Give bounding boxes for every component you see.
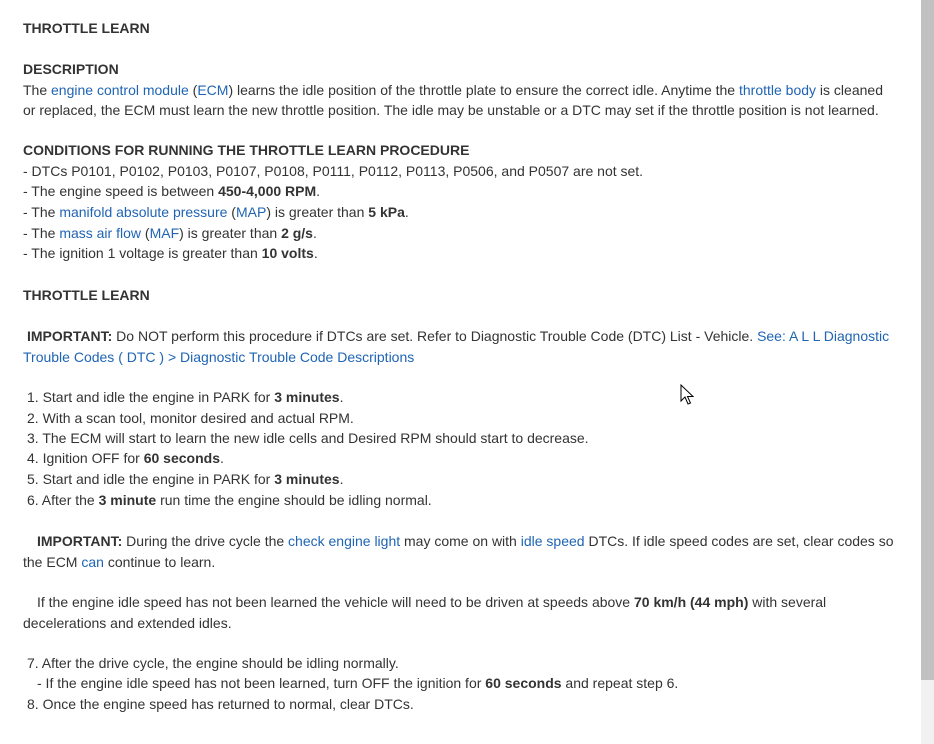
step-item: 3. The ECM will start to learn the new idle cells and Desired RPM should start to decrease. [27, 430, 589, 446]
important-note-1: IMPORTANT: Do NOT perform this procedure if DTCs are set. Refer to Diagnostic Trouble Code (DTC) List - Vehicle. See: A L L Diagnostic [27, 328, 890, 344]
engine-control-module-link[interactable]: engine control module [51, 82, 189, 98]
condition-item: - DTCs P0101, P0102, P0103, P0107, P0108, P0111, P0112, P0113, P0506, and P0507 are not set. [23, 163, 644, 179]
drive-cycle-paragraph-line-2: decelerations and extended idles. [23, 615, 232, 631]
conditions-heading: CONDITIONS FOR RUNNING THE THROTTLE LEARN PROCEDURE [23, 142, 470, 158]
description-line-1: The engine control module (ECM) learns the idle position of the throttle plate to ensure the correct idle. Anytime the throttle body is cleaned [23, 82, 883, 98]
condition-item: - The ignition 1 voltage is greater than 10 volts. [23, 245, 318, 261]
step-item: 7. After the drive cycle, the engine should be idling normally. [27, 655, 399, 671]
throttle-learn-heading: THROTTLE LEARN [23, 287, 150, 303]
map-link[interactable]: MAP [235, 204, 267, 220]
see-diagnostic-link[interactable]: See: A L L Diagnostic [757, 328, 890, 344]
dtc-descriptions-link[interactable]: Trouble Codes ( DTC ) > Diagnostic Trouble Code Descriptions [23, 349, 415, 365]
step-item: 4. Ignition OFF for 60 seconds. [27, 450, 224, 466]
step-item: 6. After the 3 minute run time the engine should be idling normal. [27, 492, 432, 508]
condition-item: - The manifold absolute pressure (MAP) is greater than 5 kPa. [23, 204, 409, 220]
idle-speed-link[interactable]: idle speed [520, 533, 585, 549]
description-line-2: or replaced, the ECM must learn the new throttle position. The idle may be unstable or a DTC may set if the throttle position is not learned. [23, 102, 879, 118]
step-item: 8. Once the engine speed has returned to normal, clear DTCs. [27, 696, 414, 712]
throttle-body-link[interactable]: throttle body [738, 82, 817, 98]
scrollbar-thumb[interactable] [921, 0, 934, 680]
ecm-link[interactable]: ECM [197, 82, 229, 98]
description-heading: DESCRIPTION [23, 61, 119, 77]
check-engine-light-link[interactable]: check engine light [288, 533, 401, 549]
step-item: 5. Start and idle the engine in PARK for 3 minutes. [27, 471, 344, 487]
step-item: 2. With a scan tool, monitor desired and actual RPM. [27, 410, 354, 426]
condition-item: - The mass air flow (MAF) is greater than 2 g/s. [23, 225, 317, 241]
condition-item: - The engine speed is between 450-4,000 RPM. [23, 183, 321, 199]
drive-cycle-paragraph: If the engine idle speed has not been learned the vehicle will need to be driven at speeds above 70 km/h (44 mph) with several [37, 594, 827, 610]
can-link[interactable]: can [81, 554, 104, 570]
manifold-absolute-pressure-link[interactable]: manifold absolute pressure [59, 204, 228, 220]
page-title: THROTTLE LEARN [23, 20, 150, 36]
mass-air-flow-link[interactable]: mass air flow [59, 225, 141, 241]
important-note-2-line-2: the ECM can continue to learn. [23, 554, 216, 570]
step-sub-item: - If the engine idle speed has not been learned, turn OFF the ignition for 60 seconds and repeat step 6. [37, 675, 679, 691]
maf-link[interactable]: MAF [149, 225, 180, 241]
step-item: 1. Start and idle the engine in PARK for 3 minutes. [27, 389, 344, 405]
mouse-cursor-icon [680, 384, 694, 406]
important-note-2: IMPORTANT: During the drive cycle the check engine light may come on with idle speed DTCs. If idle speed codes are set, clear codes so [37, 533, 894, 549]
